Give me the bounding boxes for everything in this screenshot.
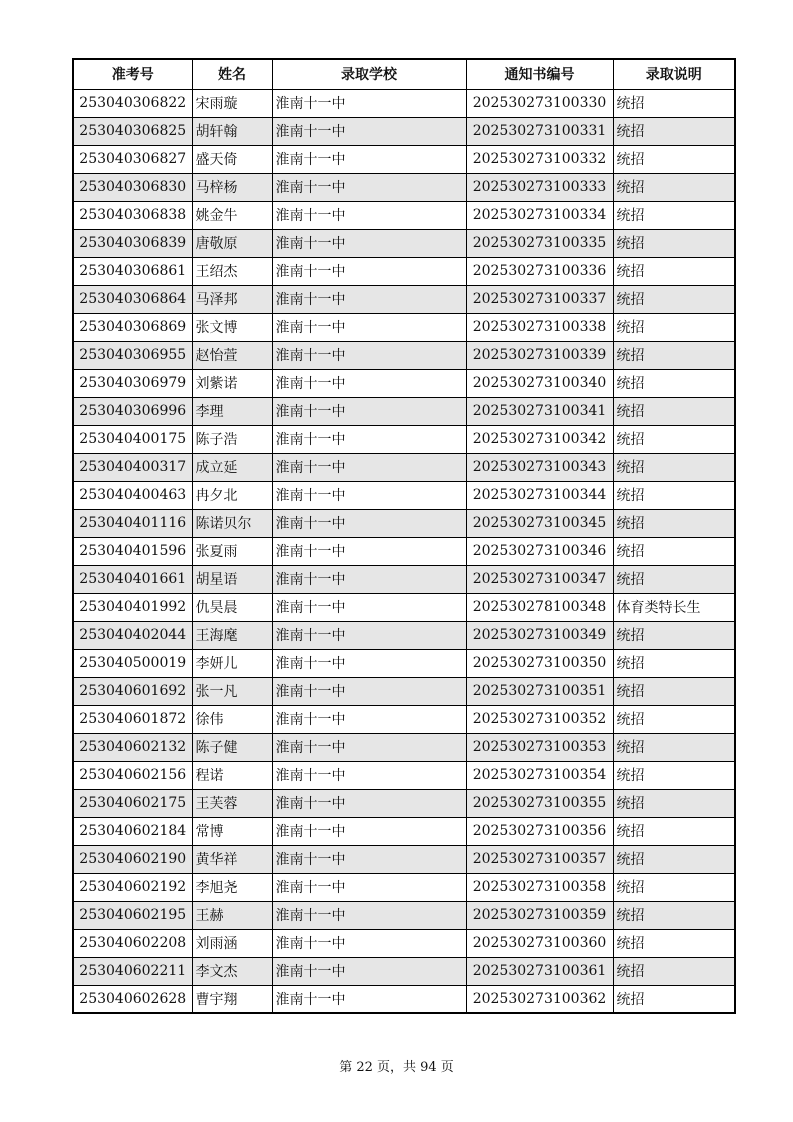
cell-name: 刘雨涵 [192, 929, 272, 957]
cell-exam-number: 253040400463 [73, 481, 192, 509]
cell-name: 唐敬原 [192, 229, 272, 257]
cell-notice-number: 202530273100354 [466, 761, 613, 789]
cell-name: 王芙蓉 [192, 789, 272, 817]
cell-school: 淮南十一中 [272, 873, 466, 901]
table-row [73, 313, 735, 341]
page-footer: 第 22 页，共 94 页 [339, 1060, 454, 1075]
table-row [73, 425, 735, 453]
cell-admission-note: 统招 [613, 901, 735, 929]
cell-exam-number: 253040602195 [73, 901, 192, 929]
cell-notice-number: 202530278100348 [466, 593, 613, 621]
cell-notice-number: 202530273100358 [466, 873, 613, 901]
cell-name: 李旭尧 [192, 873, 272, 901]
cell-school: 淮南十一中 [272, 285, 466, 313]
cell-notice-number: 202530273100352 [466, 705, 613, 733]
cell-school: 淮南十一中 [272, 397, 466, 425]
cell-school: 淮南十一中 [272, 89, 466, 117]
cell-exam-number: 253040602184 [73, 817, 192, 845]
cell-admission-note: 统招 [613, 89, 735, 117]
table-row [73, 789, 735, 817]
cell-notice-number: 202530273100359 [466, 901, 613, 929]
cell-school: 淮南十一中 [272, 257, 466, 285]
cell-name: 王绍杰 [192, 257, 272, 285]
cell-exam-number: 253040602190 [73, 845, 192, 873]
cell-school: 淮南十一中 [272, 565, 466, 593]
cell-admission-note: 统招 [613, 145, 735, 173]
cell-admission-note: 统招 [613, 649, 735, 677]
cell-admission-note: 统招 [613, 397, 735, 425]
cell-admission-note: 统招 [613, 929, 735, 957]
cell-admission-note: 统招 [613, 201, 735, 229]
cell-school: 淮南十一中 [272, 481, 466, 509]
cell-name: 陈子浩 [192, 425, 272, 453]
cell-admission-note: 统招 [613, 621, 735, 649]
cell-admission-note: 统招 [613, 957, 735, 985]
cell-name: 李妍儿 [192, 649, 272, 677]
table-row [73, 705, 735, 733]
cell-name: 宋雨璇 [192, 89, 272, 117]
table-row [73, 117, 735, 145]
cell-admission-note: 统招 [613, 817, 735, 845]
cell-exam-number: 253040306955 [73, 341, 192, 369]
cell-exam-number: 253040306822 [73, 89, 192, 117]
cell-exam-number: 253040401661 [73, 565, 192, 593]
cell-exam-number: 253040306864 [73, 285, 192, 313]
cell-admission-note: 统招 [613, 845, 735, 873]
cell-school: 淮南十一中 [272, 145, 466, 173]
cell-notice-number: 202530273100341 [466, 397, 613, 425]
cell-name: 黄华祥 [192, 845, 272, 873]
cell-name: 盛天倚 [192, 145, 272, 173]
cell-notice-number: 202530273100353 [466, 733, 613, 761]
table-row [73, 649, 735, 677]
admission-table [72, 58, 736, 1014]
cell-exam-number: 253040602208 [73, 929, 192, 957]
cell-admission-note: 统招 [613, 873, 735, 901]
cell-exam-number: 253040401992 [73, 593, 192, 621]
cell-notice-number: 202530273100343 [466, 453, 613, 481]
header-school: 录取学校 [272, 59, 466, 89]
cell-exam-number: 253040602175 [73, 789, 192, 817]
cell-notice-number: 202530273100344 [466, 481, 613, 509]
cell-notice-number: 202530273100345 [466, 509, 613, 537]
cell-exam-number: 253040306979 [73, 369, 192, 397]
cell-exam-number: 253040306830 [73, 173, 192, 201]
cell-name: 冉夕北 [192, 481, 272, 509]
cell-name: 陈子健 [192, 733, 272, 761]
cell-exam-number: 253040401116 [73, 509, 192, 537]
cell-notice-number: 202530273100338 [466, 313, 613, 341]
cell-name: 张夏雨 [192, 537, 272, 565]
table-row [73, 985, 735, 1013]
cell-notice-number: 202530273100361 [466, 957, 613, 985]
cell-exam-number: 253040601872 [73, 705, 192, 733]
cell-admission-note: 统招 [613, 453, 735, 481]
cell-school: 淮南十一中 [272, 369, 466, 397]
cell-name: 马梓杨 [192, 173, 272, 201]
cell-admission-note: 统招 [613, 117, 735, 145]
cell-school: 淮南十一中 [272, 509, 466, 537]
cell-name: 仇昊晨 [192, 593, 272, 621]
cell-name: 徐伟 [192, 705, 272, 733]
cell-notice-number: 202530273100339 [466, 341, 613, 369]
cell-admission-note: 统招 [613, 257, 735, 285]
table-row [73, 285, 735, 313]
cell-school: 淮南十一中 [272, 677, 466, 705]
cell-name: 李理 [192, 397, 272, 425]
cell-notice-number: 202530273100346 [466, 537, 613, 565]
table-row [73, 901, 735, 929]
table-row [73, 593, 735, 621]
cell-school: 淮南十一中 [272, 313, 466, 341]
cell-school: 淮南十一中 [272, 621, 466, 649]
cell-name: 刘紫诺 [192, 369, 272, 397]
cell-notice-number: 202530273100350 [466, 649, 613, 677]
cell-exam-number: 253040601692 [73, 677, 192, 705]
cell-admission-note: 统招 [613, 313, 735, 341]
cell-exam-number: 253040401596 [73, 537, 192, 565]
cell-notice-number: 202530273100362 [466, 985, 613, 1013]
cell-name: 程诺 [192, 761, 272, 789]
table-row [73, 677, 735, 705]
cell-school: 淮南十一中 [272, 649, 466, 677]
cell-admission-note: 统招 [613, 761, 735, 789]
cell-school: 淮南十一中 [272, 453, 466, 481]
cell-exam-number: 253040306838 [73, 201, 192, 229]
cell-notice-number: 202530273100337 [466, 285, 613, 313]
cell-admission-note: 统招 [613, 173, 735, 201]
table-row [73, 733, 735, 761]
cell-admission-note: 体育类特长生 [613, 593, 735, 621]
cell-admission-note: 统招 [613, 285, 735, 313]
cell-exam-number: 253040306827 [73, 145, 192, 173]
cell-school: 淮南十一中 [272, 929, 466, 957]
cell-notice-number: 202530273100357 [466, 845, 613, 873]
table-row [73, 537, 735, 565]
table-row [73, 481, 735, 509]
cell-school: 淮南十一中 [272, 117, 466, 145]
cell-exam-number: 253040306861 [73, 257, 192, 285]
cell-school: 淮南十一中 [272, 985, 466, 1013]
header-name: 姓名 [192, 59, 272, 89]
table-row [73, 817, 735, 845]
cell-exam-number: 253040500019 [73, 649, 192, 677]
cell-admission-note: 统招 [613, 425, 735, 453]
cell-notice-number: 202530273100334 [466, 201, 613, 229]
cell-notice-number: 202530273100340 [466, 369, 613, 397]
table-row [73, 229, 735, 257]
cell-admission-note: 统招 [613, 537, 735, 565]
cell-exam-number: 253040306839 [73, 229, 192, 257]
table-row [73, 89, 735, 117]
cell-exam-number: 253040602211 [73, 957, 192, 985]
cell-school: 淮南十一中 [272, 201, 466, 229]
table-row [73, 397, 735, 425]
table-row [73, 929, 735, 957]
cell-exam-number: 253040602192 [73, 873, 192, 901]
header-admission-note: 录取说明 [613, 59, 735, 89]
cell-school: 淮南十一中 [272, 761, 466, 789]
cell-school: 淮南十一中 [272, 537, 466, 565]
cell-name: 马泽邦 [192, 285, 272, 313]
cell-admission-note: 统招 [613, 705, 735, 733]
cell-notice-number: 202530273100355 [466, 789, 613, 817]
cell-name: 姚金牛 [192, 201, 272, 229]
table-row [73, 201, 735, 229]
cell-notice-number: 202530273100333 [466, 173, 613, 201]
cell-exam-number: 253040602628 [73, 985, 192, 1013]
cell-name: 陈诺贝尔 [192, 509, 272, 537]
cell-admission-note: 统招 [613, 789, 735, 817]
table-row [73, 257, 735, 285]
cell-name: 张一凡 [192, 677, 272, 705]
cell-notice-number: 202530273100331 [466, 117, 613, 145]
cell-admission-note: 统招 [613, 341, 735, 369]
cell-exam-number: 253040402044 [73, 621, 192, 649]
cell-school: 淮南十一中 [272, 425, 466, 453]
cell-school: 淮南十一中 [272, 901, 466, 929]
table-row [73, 509, 735, 537]
cell-school: 淮南十一中 [272, 173, 466, 201]
cell-name: 胡星语 [192, 565, 272, 593]
cell-exam-number: 253040602132 [73, 733, 192, 761]
cell-name: 王赫 [192, 901, 272, 929]
cell-admission-note: 统招 [613, 677, 735, 705]
table-row [73, 453, 735, 481]
cell-exam-number: 253040602156 [73, 761, 192, 789]
table-row [73, 173, 735, 201]
cell-school: 淮南十一中 [272, 341, 466, 369]
cell-admission-note: 统招 [613, 985, 735, 1013]
cell-school: 淮南十一中 [272, 705, 466, 733]
cell-admission-note: 统招 [613, 481, 735, 509]
cell-exam-number: 253040306869 [73, 313, 192, 341]
cell-school: 淮南十一中 [272, 957, 466, 985]
cell-notice-number: 202530273100335 [466, 229, 613, 257]
cell-school: 淮南十一中 [272, 845, 466, 873]
cell-name: 胡轩翰 [192, 117, 272, 145]
table-row [73, 145, 735, 173]
cell-admission-note: 统招 [613, 565, 735, 593]
cell-notice-number: 202530273100347 [466, 565, 613, 593]
cell-notice-number: 202530273100342 [466, 425, 613, 453]
table-row [73, 957, 735, 985]
table-row [73, 369, 735, 397]
cell-notice-number: 202530273100336 [466, 257, 613, 285]
cell-name: 赵怡萱 [192, 341, 272, 369]
cell-exam-number: 253040400175 [73, 425, 192, 453]
table-row [73, 761, 735, 789]
cell-name: 常博 [192, 817, 272, 845]
cell-notice-number: 202530273100330 [466, 89, 613, 117]
cell-notice-number: 202530273100349 [466, 621, 613, 649]
table-row [73, 621, 735, 649]
cell-exam-number: 253040306996 [73, 397, 192, 425]
cell-name: 王海麾 [192, 621, 272, 649]
cell-admission-note: 统招 [613, 733, 735, 761]
header-exam-number: 准考号 [73, 59, 192, 89]
cell-exam-number: 253040306825 [73, 117, 192, 145]
cell-name: 曹宇翔 [192, 985, 272, 1013]
table-row [73, 845, 735, 873]
header-notice-number: 通知书编号 [466, 59, 613, 89]
cell-notice-number: 202530273100360 [466, 929, 613, 957]
cell-school: 淮南十一中 [272, 817, 466, 845]
cell-admission-note: 统招 [613, 509, 735, 537]
cell-school: 淮南十一中 [272, 229, 466, 257]
cell-notice-number: 202530273100332 [466, 145, 613, 173]
cell-admission-note: 统招 [613, 229, 735, 257]
cell-school: 淮南十一中 [272, 593, 466, 621]
cell-name: 李文杰 [192, 957, 272, 985]
table-row [73, 341, 735, 369]
cell-notice-number: 202530273100351 [466, 677, 613, 705]
cell-school: 淮南十一中 [272, 789, 466, 817]
table-row [73, 873, 735, 901]
cell-notice-number: 202530273100356 [466, 817, 613, 845]
cell-name: 张文博 [192, 313, 272, 341]
cell-exam-number: 253040400317 [73, 453, 192, 481]
table-row [73, 565, 735, 593]
table-header-row [73, 59, 735, 89]
cell-name: 成立延 [192, 453, 272, 481]
cell-admission-note: 统招 [613, 369, 735, 397]
cell-school: 淮南十一中 [272, 733, 466, 761]
